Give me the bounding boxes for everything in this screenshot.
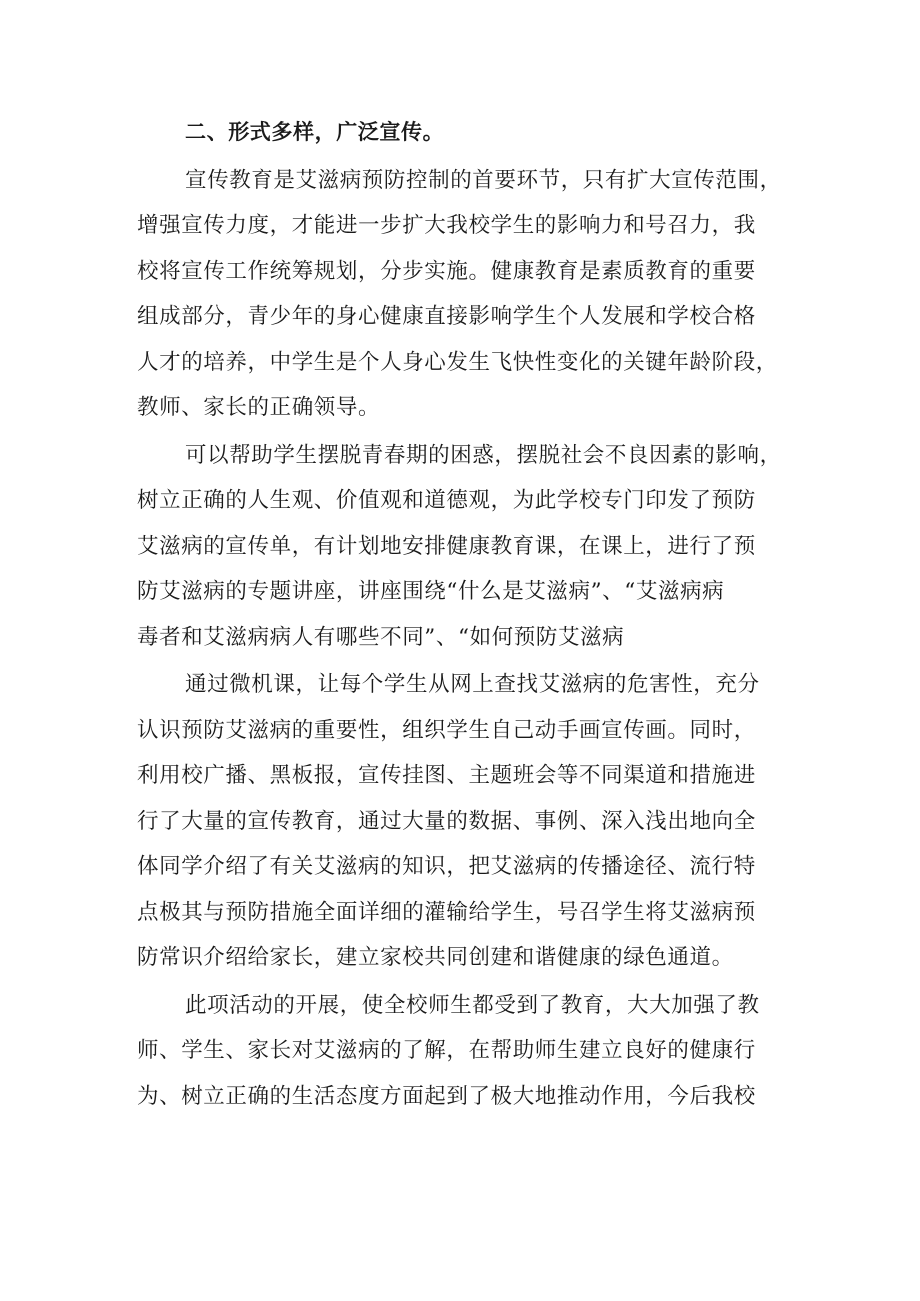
paragraph-line: 认识预防艾滋病的重要性，组织学生自己动手画宣传画。同时， <box>137 717 756 743</box>
paragraph-line: 师、学生、家长对艾滋病的了解，在帮助师生建立良好的健康行 <box>137 1038 756 1063</box>
paragraph-line: 可以帮助学生摆脱青春期的困惑，摆脱社会不良因素的影响， <box>185 442 782 468</box>
paragraph-line: 艾滋病的宣传单，有计划地安排健康教育课，在课上，进行了预 <box>137 533 756 559</box>
paragraph-line: 校将宣传工作统筹规划，分步实施。健康教育是素质教育的重要 <box>137 258 756 284</box>
paragraph-line: 行了大量的宣传教育，通过大量的数据、事例、深入浅出地向全 <box>137 808 756 834</box>
paragraph-line: 为、树立正确的生活态度方面起到了极大地推动作用，今后我校 <box>137 1083 756 1109</box>
paragraph-line: 树立正确的人生观、价值观和道德观，为此学校专门印发了预防 <box>137 488 756 513</box>
paragraph-line: 组成部分，青少年的身心健康直接影响学生个人发展和学校合格 <box>137 304 756 329</box>
paragraph-3 <box>137 662 797 981</box>
paragraph-line: 人才的培养，中学生是个人身心发生飞快性变化的关键年龄阶段， <box>137 349 778 375</box>
paragraph-4 <box>137 983 797 1120</box>
paragraph-line: 毒者和艾滋病病人有哪些不同”、“如何预防艾滋病 <box>137 624 625 650</box>
paragraph-line: 此项活动的开展，使全校师生都受到了教育，大大加强了教 <box>185 992 760 1018</box>
paragraph-1 <box>137 158 797 431</box>
paragraph-line: 通过微机课，让每个学生从网上查找艾滋病的危害性，充分 <box>185 672 760 697</box>
paragraph-line: 教师、家长的正确领导。 <box>137 395 381 420</box>
paragraph-line: 防艾滋病的专题讲座，讲座围绕“什么是艾滋病”、“艾滋病病 <box>137 579 725 604</box>
paragraph-line: 点极其与预防措施全面详细的灌输给学生，号召学生将艾滋病预 <box>137 899 756 925</box>
section-heading: 二、形式多样，广泛宣传。 <box>185 120 445 144</box>
paragraph-line: 利用校广播、黑板报，宣传挂图、主题班会等不同渠道和措施进 <box>137 763 756 788</box>
paragraph-line: 防常识介绍给家长，建立家校共同创建和谐健康的绿色通道。 <box>137 945 734 970</box>
paragraph-line: 体同学介绍了有关艾滋病的知识，把艾滋病的传播途径、流行特 <box>137 854 756 879</box>
paragraph-line: 增强宣传力度，才能进一步扩大我校学生的影响力和号召力，我 <box>137 213 756 238</box>
paragraph-2 <box>137 433 797 661</box>
paragraph-line: 宣传教育是艾滋病预防控制的首要环节，只有扩大宣传范围， <box>185 167 782 193</box>
document-body <box>137 110 797 1119</box>
